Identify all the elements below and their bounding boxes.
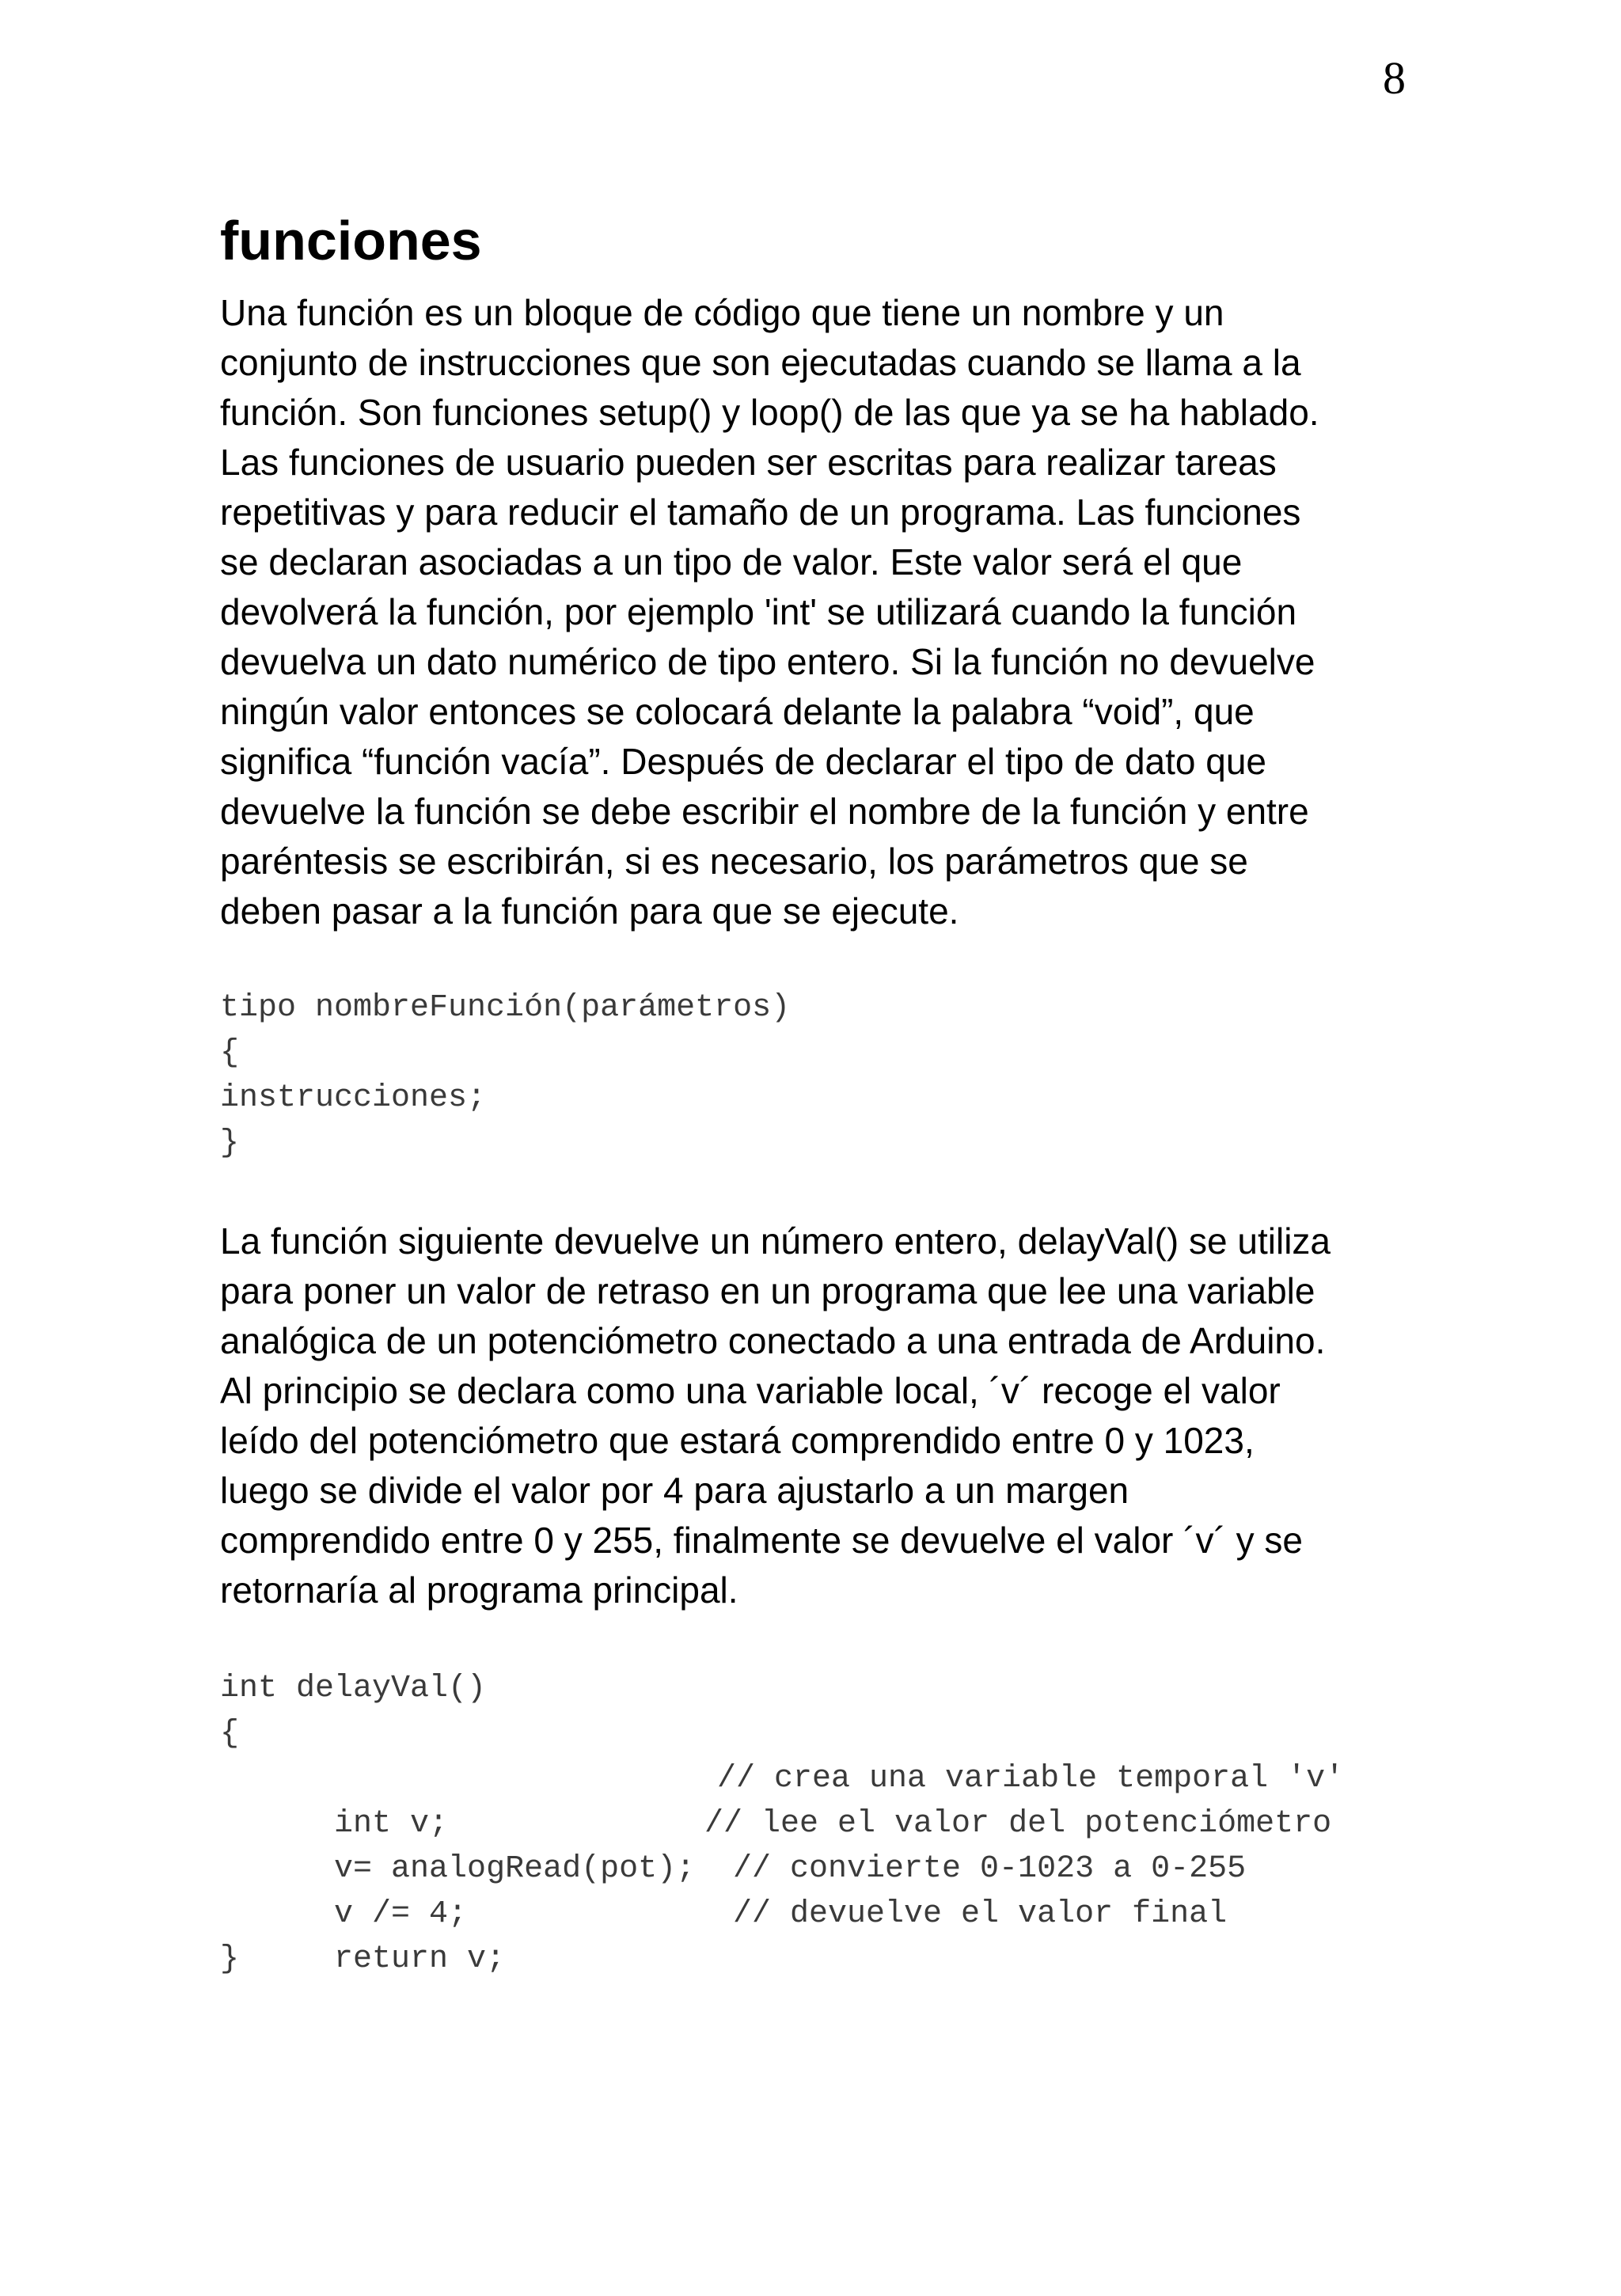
code-line: { — [220, 1035, 240, 1071]
example-code-block — [220, 1666, 1423, 1982]
paragraph-line: La función siguiente devuelve un número entero, delayVal() se utiliza — [220, 1220, 1331, 1262]
code-line: tipo nombreFunción(parámetros) — [220, 990, 791, 1026]
code-statement: return v; — [334, 1941, 506, 1977]
code-line: { — [220, 1716, 240, 1751]
code-comment: // crea una variable temporal 'v' — [717, 1761, 1345, 1797]
paragraph-line: devuelve la función se debe escribir el nombre de la función y entre — [220, 791, 1309, 832]
paragraph-line: Una función es un bloque de código que tiene un nombre y un — [220, 292, 1224, 333]
code-line: instrucciones; — [220, 1080, 487, 1116]
code-line: int delayVal() — [220, 1671, 487, 1706]
code-line: } — [220, 1125, 240, 1161]
paragraph-line: devolverá la función, por ejemplo 'int' se utilizará cuando la función — [220, 591, 1297, 632]
paragraph-line: luego se divide el valor por 4 para ajustarlo a un margen — [220, 1470, 1129, 1511]
code-line-with-comment — [220, 1892, 1423, 1977]
paragraph-line: repetitivas y para reducir el tamaño de un programa. Las funciones — [220, 491, 1301, 533]
syntax-code-block — [220, 985, 1423, 1166]
paragraph-line: significa “función vacía”. Después de declarar el tipo de dato que — [220, 741, 1267, 782]
code-statement: v /= 4; — [334, 1896, 468, 1932]
code-statement: v= analogRead(pot); — [334, 1851, 696, 1887]
code-statement: int v; — [334, 1806, 449, 1842]
page-content — [220, 207, 1423, 1982]
paragraph-line: se declaran asociadas a un tipo de valor. Este valor será el que — [220, 541, 1243, 583]
paragraph-line: deben pasar a la función para que se ejecute. — [220, 890, 959, 932]
example-paragraph — [220, 1216, 1423, 1615]
intro-paragraph — [220, 288, 1423, 936]
paragraph-line: Las funciones de usuario pueden ser escritas para realizar tareas — [220, 442, 1277, 483]
paragraph-line: función. Son funciones setup() y loop() de las que ya se ha hablado. — [220, 392, 1319, 433]
paragraph-line: ningún valor entonces se colocará delante la palabra “void”, que — [220, 691, 1255, 732]
code-comment: // convierte 0-1023 a 0-255 — [733, 1851, 1247, 1887]
page-number: 8 — [1383, 52, 1406, 104]
paragraph-line: para poner un valor de retraso en un programa que lee una variable — [220, 1270, 1315, 1311]
section-heading: funciones — [220, 210, 482, 271]
code-comment: // lee el valor del potenciómetro — [704, 1806, 1332, 1842]
code-line: } — [220, 1941, 240, 1977]
paragraph-line: devuelva un dato numérico de tipo entero. Si la función no devuelve — [220, 641, 1315, 682]
code-comment: // devuelve el valor final — [733, 1896, 1228, 1932]
paragraph-line: retornaría al programa principal. — [220, 1569, 738, 1611]
paragraph-line: comprendido entre 0 y 255, finalmente se devuelve el valor ´v´ y se — [220, 1520, 1303, 1561]
paragraph-line: leído del potenciómetro que estará comprendido entre 0 y 1023, — [220, 1420, 1255, 1461]
paragraph-line: analógica de un potenciómetro conectado a una entrada de Arduino. — [220, 1320, 1326, 1361]
paragraph-line: paréntesis se escribirán, si es necesario, los parámetros que se — [220, 841, 1248, 882]
paragraph-line: Al principio se declara como una variable local, ´v´ recoge el valor — [220, 1370, 1281, 1411]
paragraph-line: conjunto de instrucciones que son ejecutadas cuando se llama a la — [220, 342, 1301, 383]
